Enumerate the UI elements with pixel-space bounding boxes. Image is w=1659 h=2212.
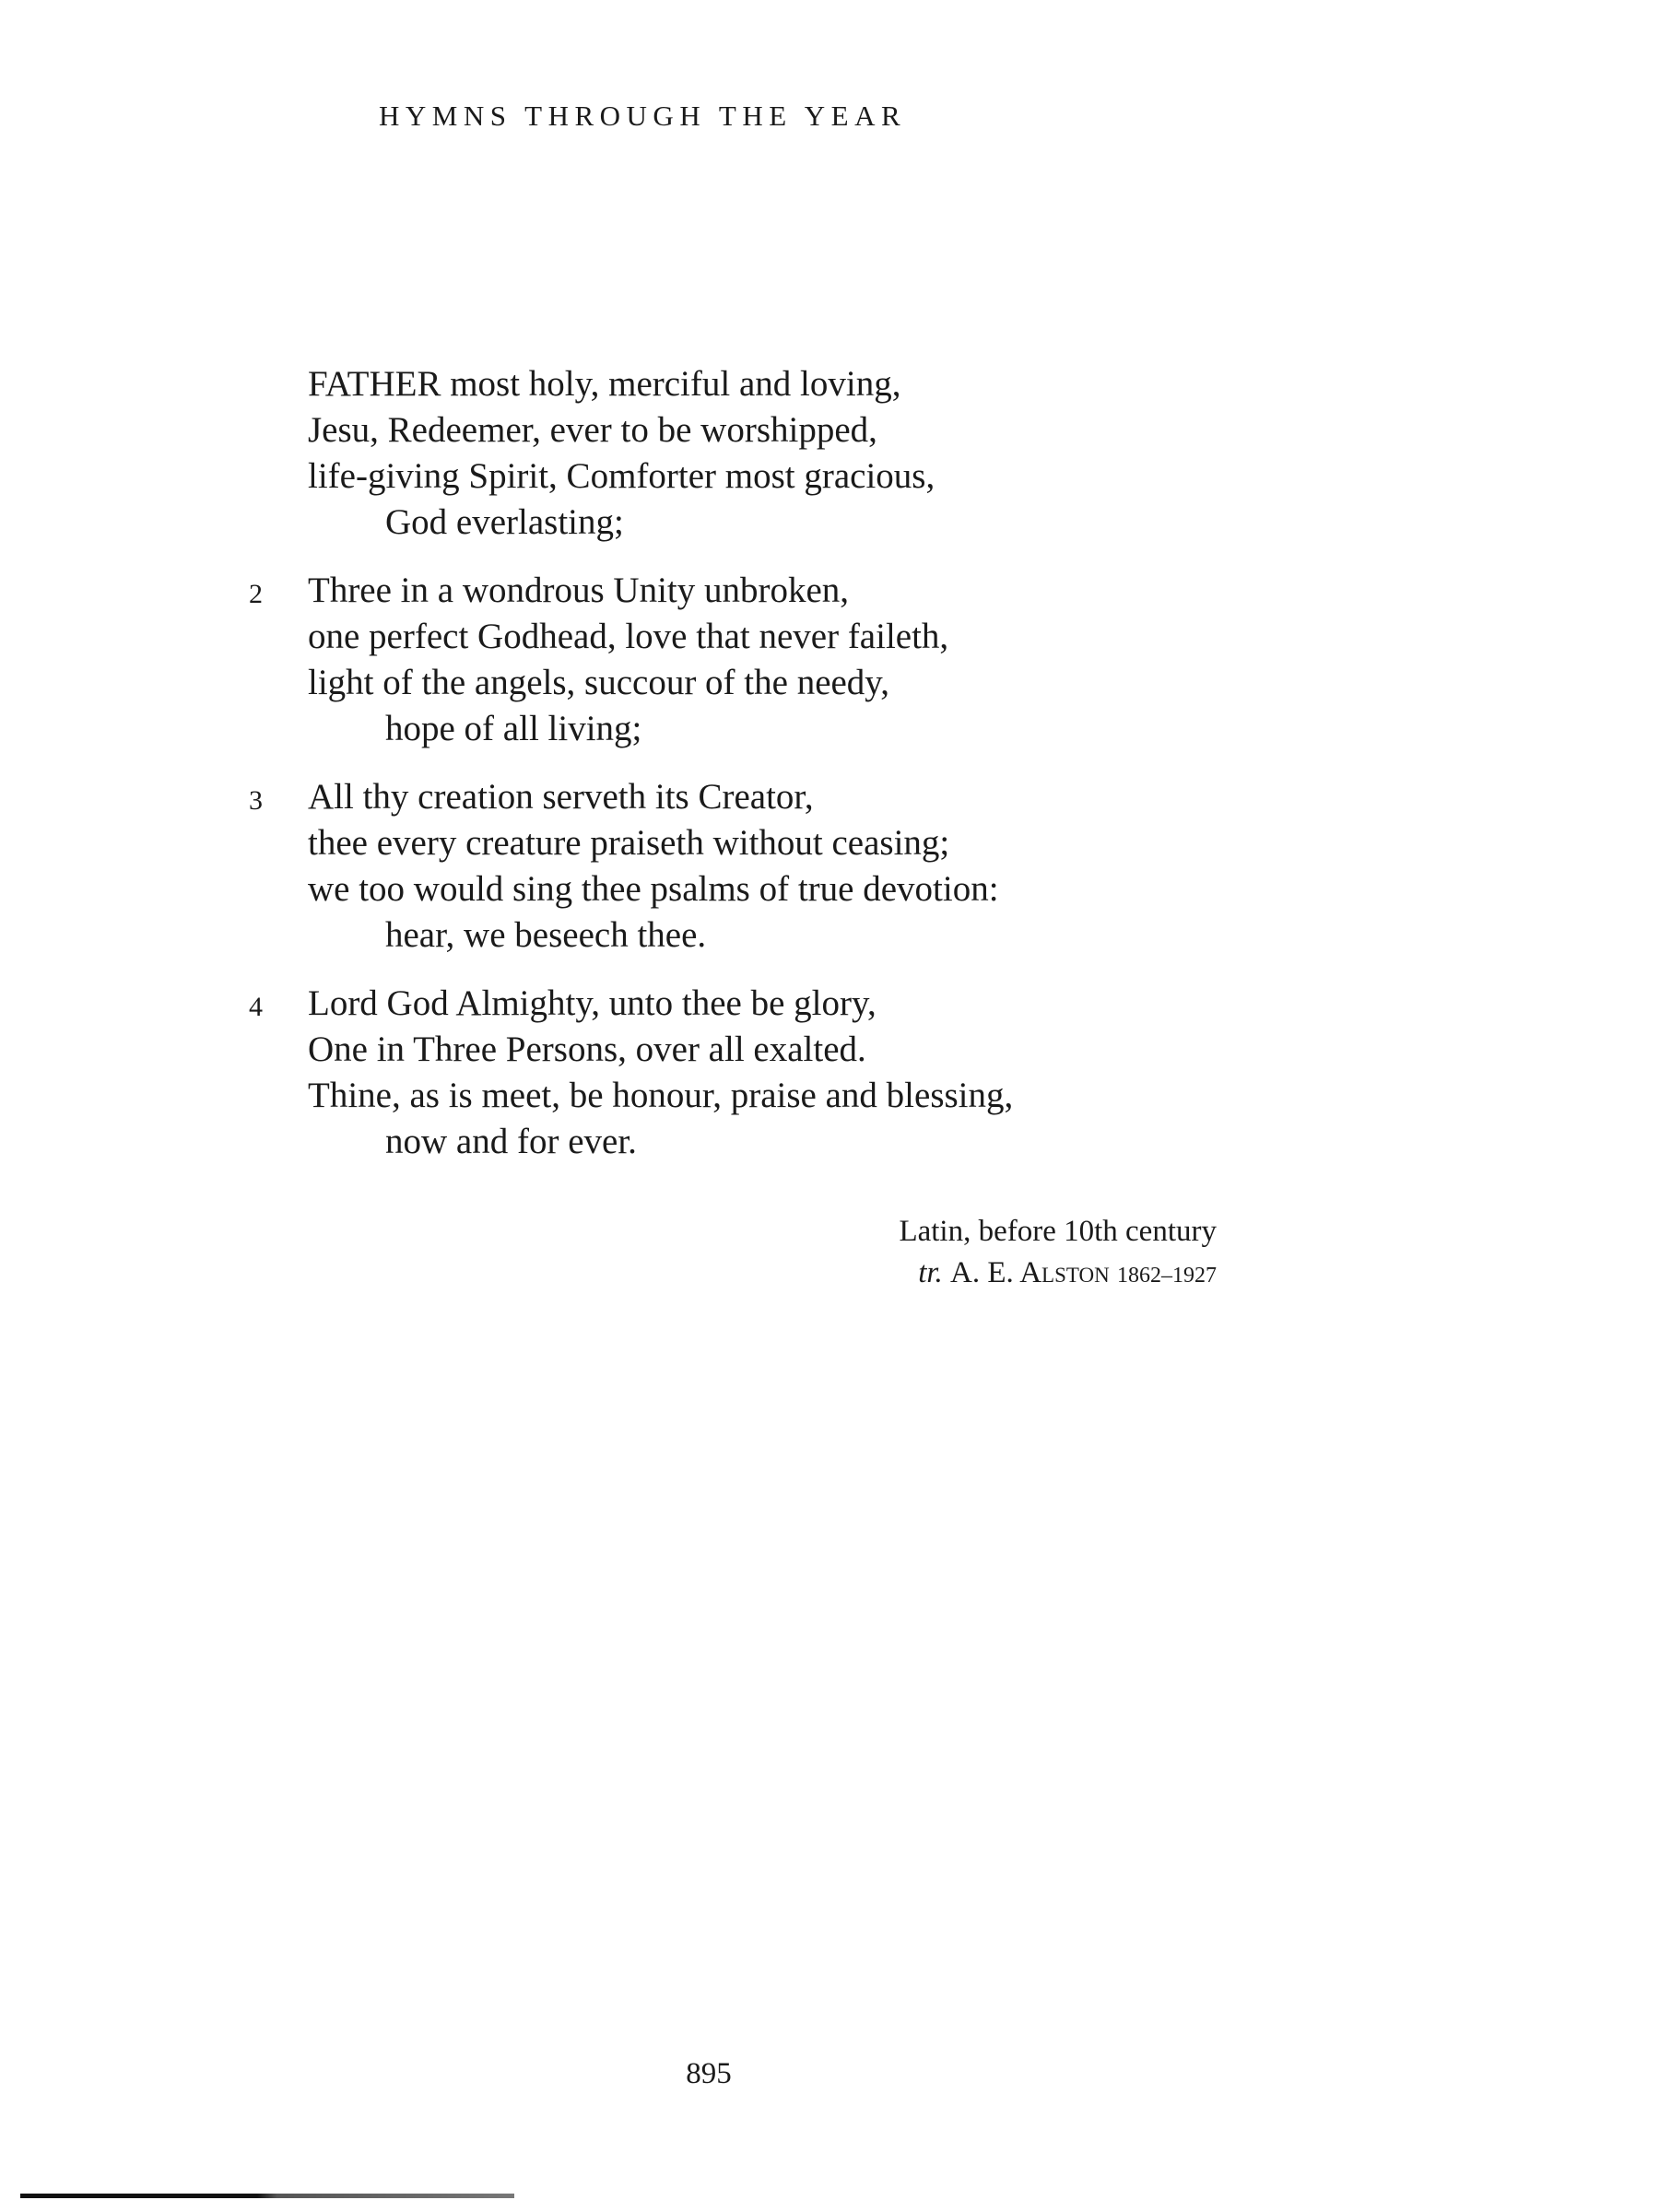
verse-2 [0,568,1659,752]
hymn-text [0,361,1659,1187]
page-number: 895 [686,2057,732,2090]
verse-line: One in Three Persons, over all exalted. [308,1030,866,1069]
verse-line: Three in a wondrous Unity unbroken, [308,571,850,610]
verse-number: 2 [249,579,263,609]
verse-line: FATHER most holy, merciful and loving, [308,364,901,404]
attribution-translator-line [806,1253,1217,1297]
verse-line: life-giving Spirit, Comforter most gracious, [308,456,935,496]
translator-dates: 1862–1927 [1117,1264,1217,1288]
verse-line: thee every creature praiseth without ceasing; [308,823,950,863]
verse-refrain-line: God everlasting; [385,502,624,542]
attribution [806,1211,1217,1297]
verse-line: Jesu, Redeemer, ever to be worshipped, [308,410,877,450]
running-head: HYMNS THROUGH THE YEAR [379,100,907,132]
verse-4 [0,981,1659,1165]
verse-refrain-line: now and for ever. [385,1122,637,1161]
verse-line: one perfect Godhead, love that never faileth, [308,617,949,656]
translator-name: A. E. Alston [950,1256,1110,1289]
verse-refrain-line: hope of all living; [385,709,642,748]
translator-prefix: tr. [918,1256,943,1289]
verse-number: 4 [249,992,263,1022]
scan-edge-rule [20,2194,514,2198]
verse-line: Lord God Almighty, unto thee be glory, [308,983,877,1023]
attribution-source: Latin, before 10th century [899,1215,1217,1248]
verse-number: 3 [249,785,263,816]
verse-1 [0,361,1659,546]
verse-line: light of the angels, succour of the needy, [308,663,890,702]
verse-line: we too would sing thee psalms of true devotion: [308,869,999,909]
verse-line: Thine, as is meet, be honour, praise and blessing, [308,1076,1014,1115]
verse-refrain-line: hear, we beseech thee. [385,915,707,955]
verse-3 [0,774,1659,959]
verse-line: All thy creation serveth its Creator, [308,777,814,817]
